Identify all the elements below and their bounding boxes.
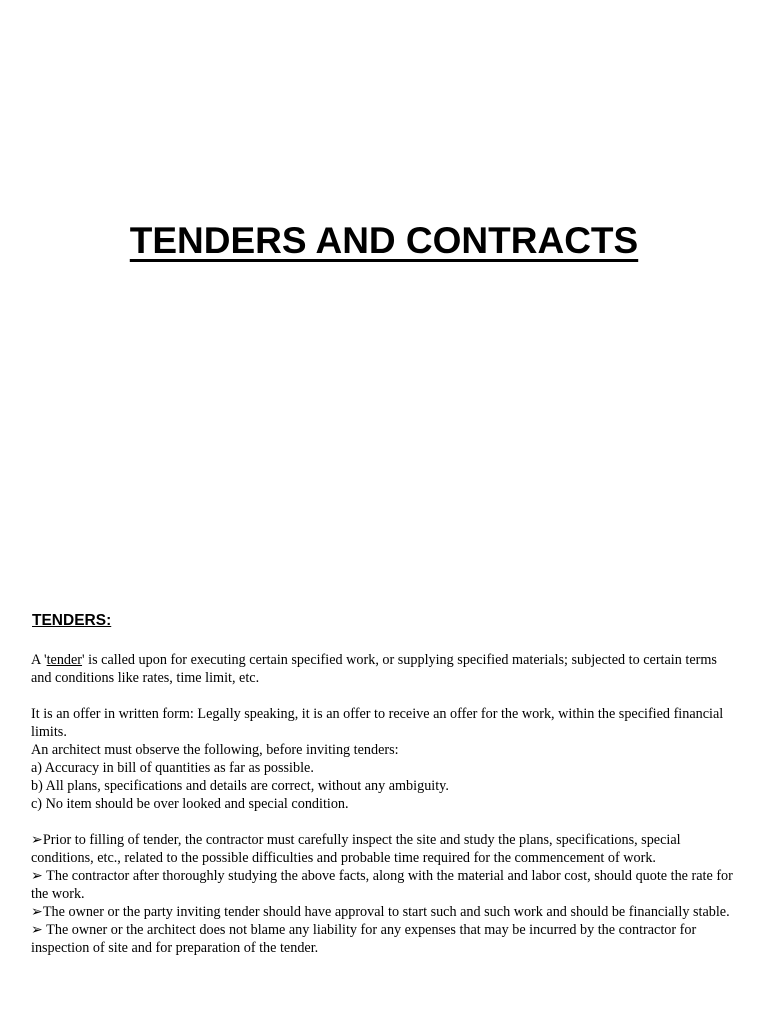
paragraph-offer: It is an offer in written form: Legally speaking, it is an offer to receive an offer for the work, within the specified financial limits. bbox=[31, 706, 724, 740]
paragraph-tender-definition bbox=[31, 651, 739, 687]
paragraph-architect-intro: An architect must observe the following, before inviting tenders: bbox=[31, 742, 399, 758]
paragraph-gap bbox=[31, 687, 739, 705]
bullet-item: ➢ The contractor after thoroughly studying the above facts, along with the material and labor cost, should quote the rate for the work. bbox=[31, 868, 733, 902]
bullet-item: ➢ The owner or the architect does not blame any liability for any expenses that may be incurred by the contractor for inspection of site and for preparation of the tender. bbox=[31, 922, 697, 956]
body-text bbox=[31, 651, 739, 957]
bullet-item: ➢The owner or the party inviting tender should have approval to start such and such work and should be financially stable. bbox=[31, 904, 730, 920]
document-title bbox=[0, 216, 768, 266]
paragraph-prefix: A ' bbox=[31, 652, 47, 668]
paragraph-gap bbox=[31, 813, 739, 831]
document-title-text: TENDERS AND CONTRACTS bbox=[129, 220, 639, 261]
section-heading-tenders: TENDERS: bbox=[32, 612, 112, 629]
list-item: c) No item should be over looked and special condition. bbox=[31, 796, 349, 812]
paragraph-suffix: ' is called upon for executing certain specified work, or supplying specified materials; subjected to certain terms and conditions like rates, time limit, etc. bbox=[31, 652, 717, 686]
term-tender: tender bbox=[46, 652, 83, 668]
list-item: a) Accuracy in bill of quantities as far as possible. bbox=[31, 760, 314, 776]
bullet-item: ➢Prior to filling of tender, the contractor must carefully inspect the site and study the plans, specifications, special conditions, etc., related to the possible difficulties and probable time required for the commencement of work. bbox=[31, 832, 681, 866]
list-item: b) All plans, specifications and details are correct, without any ambiguity. bbox=[31, 778, 449, 794]
